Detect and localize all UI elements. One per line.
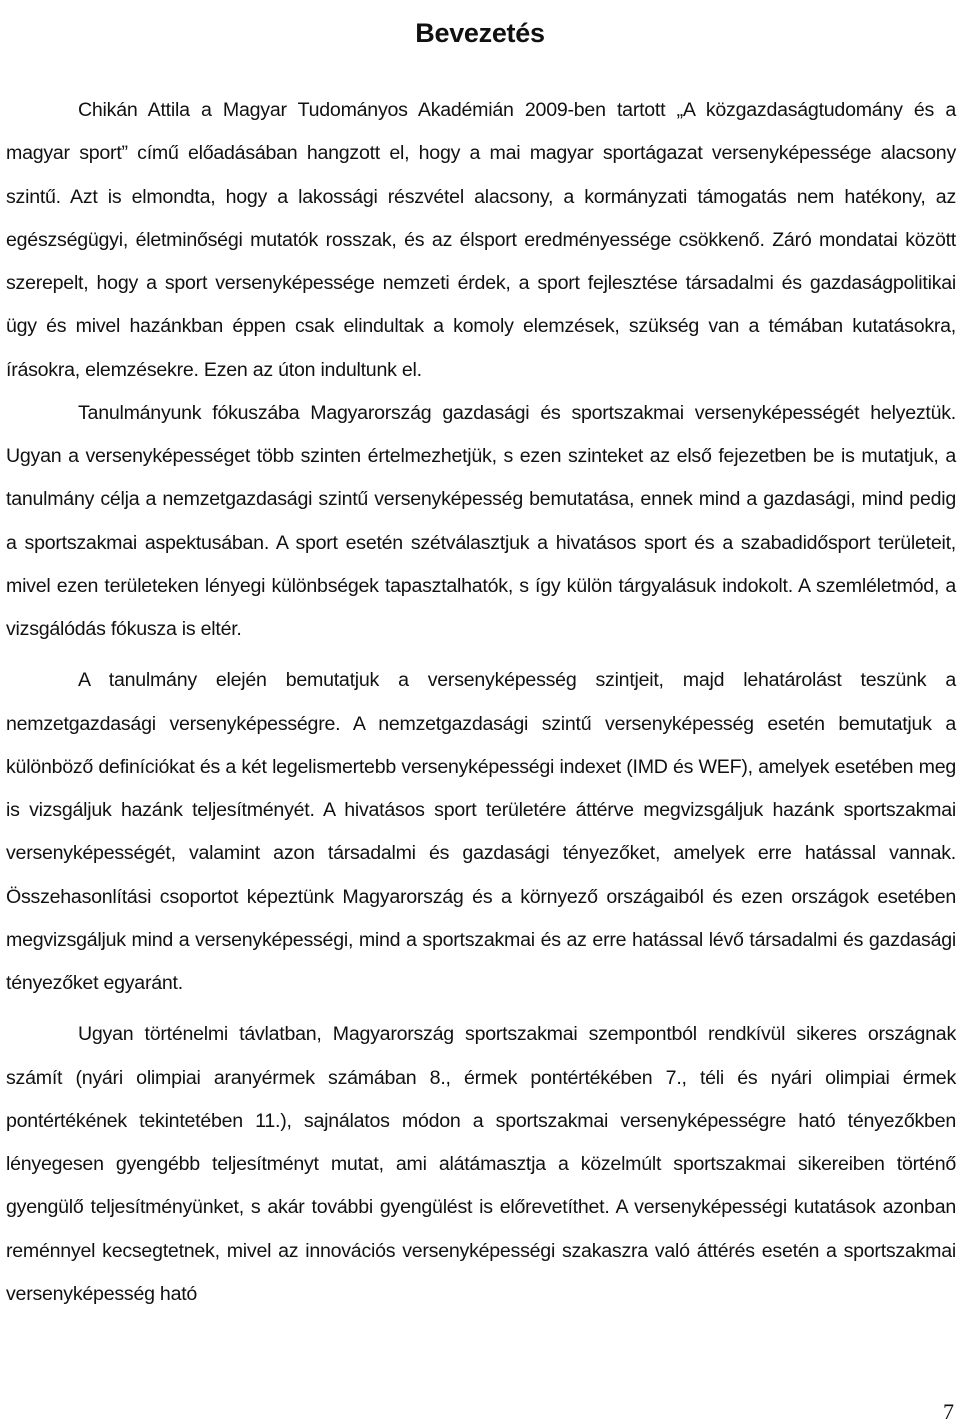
paragraph-intro: Chikán Attila a Magyar Tudományos Akadémián 2009-ben tartott „A közgazdaságtudomány és a magyar sport” című előadásában hangzott el, hogy a mai magyar sportágazat versenyképessége alacsony szintű. Azt is elmondta, hogy a lakossági részvétel alacsony, a kormányzati támogatás nem hatékony, az egészségügyi, életminőségi mutatók rosszak, és az élsport eredményessége csökkenő. Záró mondatai között szerepelt, hogy a sport versenyképessége nemzeti érdek, a sport fejlesztése társadalmi és gazdaságpolitikai ügy és mivel hazánkban éppen csak elindultak a komoly elemzések, szükség van a témában kutatásokra, írásokra, elemzésekre. Ezen az úton indultunk el. [6, 99, 956, 381]
paragraph-history: Ugyan történelmi távlatban, Magyarország sportszakmai szempontból rendkívül sikeres országnak számít (nyári olimpiai aranyérmek számában 8., érmek pontértékében 7., téli és nyári olimpiai érmek pontértékének tekintetében 11.), sajnálatos módon a sportszakmai versenyképességre ható tényezőkben lényegesen gyengébb teljesítményt mutat, ami alátámasztja a közelmúlt sportszakmai sikereiben történő gyengülő teljesítményünket, s akár további gyengülést is előrevetíthet. A versenyképességi kutatások azonban reménnyel kecsegtetnek, mivel az innovációs versenyképességi szakaszra való áttérés esetén a sportszakmai versenyképesség ható [6, 1023, 956, 1305]
document-body [6, 89, 956, 1316]
paragraph-focus: Tanulmányunk fókuszába Magyarország gazdasági és sportszakmai versenyképességét helyeztük. Ugyan a versenyképességet több szinten értelmezhetjük, s ezen szinteket az első fejezetben be is mutatjuk, a tanulmány célja a nemzetgazdasági szintű versenyképesség bemutatása, ennek mind a gazdasági, mind pedig a sportszakmai aspektusában. A sport esetén szétválasztjuk a hivatásos sport és a szabadidősport területeit, mivel ezen területeken lényegi különbségek tapasztalhatók, s így külön tárgyalásuk indokolt. A szemléletmód, a vizsgálódás fókusza is eltér. [6, 401, 956, 640]
paragraph-structure: A tanulmány elején bemutatjuk a versenyképesség szintjeit, majd lehatárolást teszünk a nemzetgazdasági versenyképességre. A nemzetgazdasági szintű versenyképesség esetén bemutatjuk a különböző definíciókat és a két legelismertebb versenyképességi indexet (IMD és WEF), amelyek esetében meg is vizsgáljuk hazánk teljesítményét. A hivatásos sport területére áttérve megvizsgáljuk hazánk sportszakmai versenyképességét, valamint azon társadalmi és gazdasági tényezőket, amelyek erre hatással vannak. Összehasonlítási csoportot képeztünk Magyarország és a környező országaiból és ezen országok esetében megvizsgáljuk mind a versenyképességi, mind a sportszakmai és az erre hatással lévő társadalmi és gazdasági tényezőket egyaránt. [6, 669, 956, 994]
page-title: Bevezetés [415, 18, 545, 49]
page-number: 7 [943, 1399, 954, 1424]
